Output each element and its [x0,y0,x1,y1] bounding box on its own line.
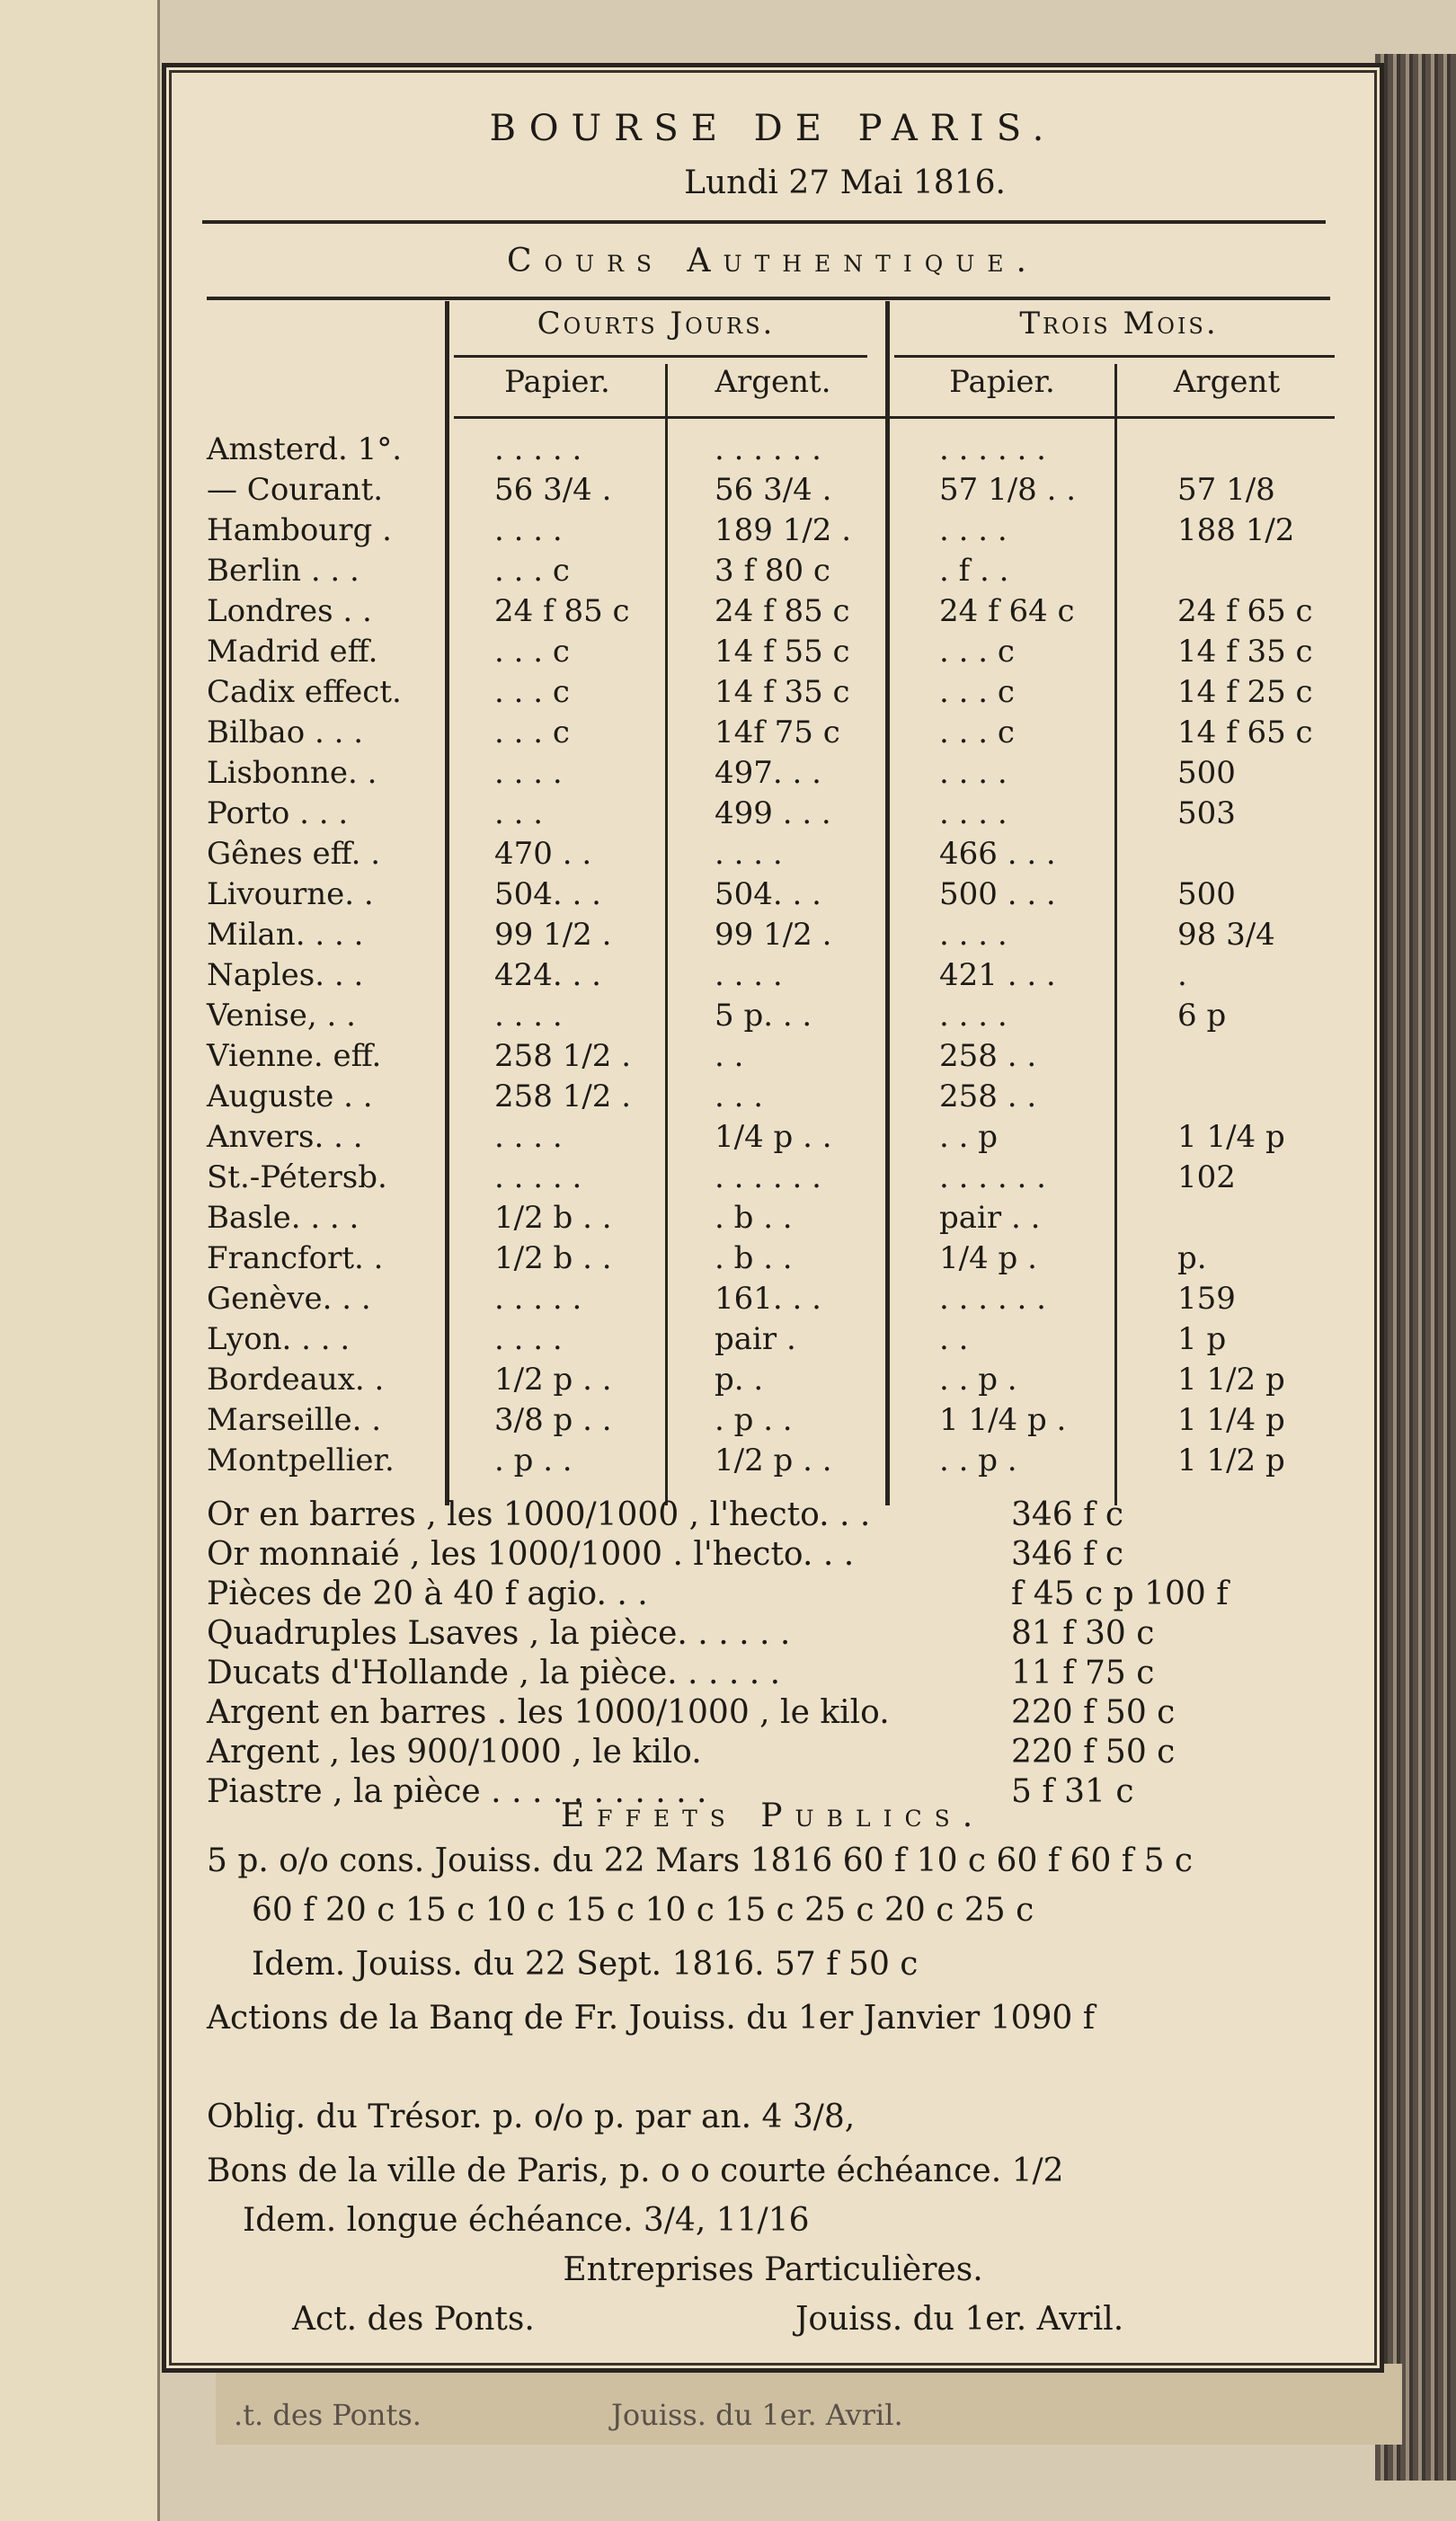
cell-papier-courts: 99 1/2 . [494,917,612,953]
cell-papier-courts: 24 f 85 c [494,593,630,629]
cell-argent-courts: . . . . . . [715,1159,821,1195]
cell-papier-courts: . . . . . [494,1159,582,1195]
group-trois-mois: Trois Mois. [1019,306,1219,342]
table-row [207,876,1375,917]
strip-left-text: .t. des Ponts. [234,2398,422,2432]
metal-label: Quadruples Lsaves , la pièce. . . . . . [207,1615,791,1652]
cell-papier-trois: 24 f 64 c [939,593,1075,629]
rule-group2 [894,355,1335,358]
cell-argent-trois: 159 [1177,1281,1236,1317]
table-row [207,836,1375,876]
table-row [207,431,1375,472]
row-name: Lyon. . . . [207,1321,351,1357]
newspaper-clipping [162,63,1384,2373]
group-courts-jours: Courts Jours. [537,306,776,342]
cell-papier-trois: . . . c [939,674,1015,710]
tresor-line-2: Bons de la ville de Paris, p. o o courte échéance. 1/2 [207,2153,1064,2189]
col-papier-1: Papier. [504,364,610,400]
cell-papier-trois: . . . . . . [939,1281,1046,1317]
table-row [207,795,1375,836]
metal-value: f 45 c p 100 f [1011,1576,1229,1612]
cell-argent-courts: . p . . [715,1402,793,1438]
cell-papier-courts: . . . c [494,634,570,670]
cell-papier-courts: 1/2 b . . [494,1200,612,1236]
cell-papier-trois: 466 . . . [939,836,1056,872]
cell-papier-trois: . . p . [939,1362,1017,1398]
col-argent-2: Argent [1173,364,1281,400]
table-row [207,1240,1375,1281]
cell-papier-trois: pair . . [939,1200,1041,1236]
rule-under-cours [207,297,1330,300]
cell-papier-courts: 258 1/2 . [494,1038,632,1074]
metal-value: 11 f 75 c [1011,1655,1155,1691]
entreprises-right: Jouiss. du 1er. Avril. [795,2301,1124,2338]
cell-argent-courts: 161. . . [715,1281,821,1317]
cell-papier-courts: . . . [494,795,544,831]
table-row [207,1119,1375,1159]
cell-papier-trois: 1/4 p . [939,1240,1037,1276]
cell-argent-trois: 98 3/4 [1177,917,1275,953]
metal-label: Pièces de 20 à 40 f agio. . . [207,1576,648,1612]
cell-argent-courts: . . [715,1038,744,1074]
cell-argent-trois: 57 1/8 [1177,472,1275,508]
rule-group1 [454,355,867,358]
cell-papier-courts: 504. . . [494,876,601,912]
cell-argent-courts: 14 f 55 c [715,634,850,670]
cell-argent-courts: pair . [715,1321,796,1357]
table-row [207,1402,1375,1442]
cell-papier-courts: . . . . [494,1119,563,1155]
table-row [207,553,1375,593]
table-row [207,957,1375,998]
row-name: Naples. . . [207,957,364,993]
cell-argent-courts: 3 f 80 c [715,553,830,589]
table-row [207,634,1375,674]
table-row [207,472,1375,512]
cell-argent-courts: . . . . [715,836,783,872]
table-row [207,1321,1375,1362]
col-papier-2: Papier. [949,364,1055,400]
cell-papier-trois: . . . . [939,512,1008,548]
section-cours: Cours Authentique. [507,243,1039,280]
row-name: Milan. . . . [207,917,364,953]
cell-argent-trois: 503 [1177,795,1236,831]
row-name: Genève. . . [207,1281,371,1317]
row-name: Anvers. . . [207,1119,363,1155]
row-name: Gênes eff. . [207,836,381,872]
row-name: Hambourg . [207,512,392,548]
cell-papier-courts: 424. . . [494,957,601,993]
entreprises-left: Act. des Ponts. [292,2301,535,2338]
cell-papier-trois: . f . . [939,553,1009,589]
row-name: Amsterd. 1°. [207,431,403,467]
left-page [0,0,160,2521]
metal-label: Piastre , la pièce . . . . . . . . . . . [207,1773,707,1810]
row-name: Lisbonne. . [207,755,377,791]
cell-argent-trois: 1 p [1177,1321,1227,1357]
cell-papier-courts: . . . . . [494,431,582,467]
cell-argent-courts: 14f 75 c [715,715,840,750]
metal-value: 81 f 30 c [1011,1615,1155,1652]
cell-papier-courts: 1/2 p . . [494,1362,612,1398]
metal-label: Or monnaié , les 1000/1000 . l'hecto. . . [207,1536,855,1573]
section-effets: Effets Publics. [560,1798,986,1834]
row-name: Berlin . . . [207,553,360,589]
cell-papier-trois: 421 . . . [939,957,1056,993]
cell-papier-trois: . . . . [939,998,1008,1034]
table-row [207,1442,1375,1483]
row-name: — Courant. [207,472,384,508]
cell-argent-trois: 1 1/2 p [1177,1362,1285,1398]
row-name: Porto . . . [207,795,349,831]
row-name: Vienne. eff. [207,1038,382,1074]
cell-argent-trois: 14 f 65 c [1177,715,1313,750]
cell-papier-trois: 500 . . . [939,876,1056,912]
table-row [207,998,1375,1038]
metal-label: Ducats d'Hollande , la pièce. . . . . . [207,1655,781,1691]
row-name: Londres . . [207,593,372,629]
effets-line-2: 60 f 20 c 15 c 10 c 15 c 10 c 15 c 25 c 20 c 25 c [252,1892,1034,1929]
cell-argent-courts: 1/4 p . . [715,1119,832,1155]
tresor-line-1: Oblig. du Trésor. p. o/o p. par an. 4 3/8, [207,2099,856,2135]
cell-papier-courts: . . . . . [494,1281,582,1317]
cell-papier-courts: . p . . [494,1442,573,1478]
row-name: Madrid eff. [207,634,378,670]
metal-label: Argent , les 900/1000 , le kilo. [207,1734,702,1771]
cell-argent-trois: 14 f 25 c [1177,674,1313,710]
cell-argent-trois: 1 1/2 p [1177,1442,1285,1478]
cell-papier-trois: . . . . [939,795,1008,831]
page-date: Lundi 27 Mai 1816. [684,164,1006,201]
underlying-strip [216,2364,1402,2445]
cell-papier-courts: 1/2 b . . [494,1240,612,1276]
table-row [207,715,1375,755]
cell-argent-courts: . b . . [715,1240,793,1276]
page-title: BOURSE DE PARIS. [489,108,1057,149]
cell-argent-courts: p. . [715,1362,764,1398]
cell-papier-trois: . . . . [939,755,1008,791]
cell-argent-courts: 24 f 85 c [715,593,850,629]
entreprises-title: Entreprises Particulières. [563,2251,983,2288]
cell-papier-trois: . . . . [939,917,1008,953]
cell-argent-trois: 14 f 35 c [1177,634,1313,670]
row-name: Marseille. . [207,1402,382,1438]
table-row [207,1200,1375,1240]
cell-papier-trois: 57 1/8 . . [939,472,1077,508]
cell-argent-trois: p. [1177,1240,1207,1276]
cell-argent-trois: 500 [1177,755,1236,791]
table-row [207,1362,1375,1402]
table-row [207,1281,1375,1321]
cell-papier-trois: . . . . . . [939,1159,1046,1195]
cell-papier-trois: 258 . . [939,1079,1037,1114]
cell-argent-courts: 499 . . . [715,795,831,831]
page-edges [1375,54,1456,2481]
cell-papier-courts: 470 . . [494,836,592,872]
cell-argent-courts: . . . . [715,957,783,993]
cell-argent-courts: 1/2 p . . [715,1442,832,1478]
row-name: Livourne. . [207,876,374,912]
cell-papier-trois: . . [939,1321,969,1357]
cell-argent-trois: 1 1/4 p [1177,1402,1285,1438]
cell-papier-courts: 258 1/2 . [494,1079,632,1114]
metal-label: Argent en barres . les 1000/1000 , le kilo. [207,1694,890,1731]
row-name: Basle. . . . [207,1200,360,1236]
cell-argent-trois: 188 1/2 [1177,512,1295,548]
effets-line-1: 5 p. o/o cons. Jouiss. du 22 Mars 1816 60 f 10 c 60 f 60 f 5 c [207,1842,1194,1879]
table-row [207,1079,1375,1119]
cell-argent-trois: 6 p [1177,998,1227,1034]
metal-value: 5 f 31 c [1011,1773,1134,1810]
row-name: Venise, . . [207,998,356,1034]
cell-argent-trois: 102 [1177,1159,1236,1195]
cell-argent-trois: 500 [1177,876,1236,912]
cell-argent-courts: 189 1/2 . [715,512,852,548]
cell-argent-courts: 504. . . [715,876,821,912]
metal-value: 220 f 50 c [1011,1734,1176,1771]
cell-papier-trois: . . p [939,1119,998,1155]
cell-argent-courts: 56 3/4 . [715,472,832,508]
table-row [207,1159,1375,1200]
rule-top [202,220,1326,224]
effets-line-4: Actions de la Banq de Fr. Jouiss. du 1er Janvier 1090 f [207,2000,1096,2037]
row-name: Bilbao . . . [207,715,364,750]
metal-label: Or en barres , les 1000/1000 , l'hecto. . . [207,1496,871,1533]
cell-papier-courts: . . . . [494,1321,563,1357]
rule-under-headers [454,416,1335,419]
tresor-line-3: Idem. longue échéance. 3/4, 11/16 [243,2202,810,2239]
table-row [207,917,1375,957]
cell-argent-trois: 1 1/4 p [1177,1119,1285,1155]
cell-papier-courts: . . . . [494,998,563,1034]
metal-value: 346 f c [1011,1496,1124,1533]
cell-argent-trois: . [1177,957,1187,993]
cell-argent-courts: . . . [715,1079,764,1114]
cell-papier-trois: 1 1/4 p . [939,1402,1067,1438]
cell-papier-trois: . . . c [939,634,1015,670]
cell-papier-courts: . . . . [494,512,563,548]
cell-papier-courts: . . . c [494,553,570,589]
cell-argent-courts: 14 f 35 c [715,674,850,710]
table-row [207,755,1375,795]
cell-papier-courts: 3/8 p . . [494,1402,612,1438]
cell-argent-courts: . b . . [715,1200,793,1236]
table-row [207,674,1375,715]
cell-argent-courts: . . . . . . [715,431,821,467]
table-row [207,512,1375,553]
cell-papier-trois: . . p . [939,1442,1017,1478]
cell-papier-trois: . . . c [939,715,1015,750]
cell-argent-courts: 99 1/2 . [715,917,832,953]
strip-right-text: Jouiss. du 1er. Avril. [611,2398,903,2432]
metal-value: 220 f 50 c [1011,1694,1176,1731]
cell-papier-courts: . . . . [494,755,563,791]
cell-papier-trois: 258 . . [939,1038,1037,1074]
cell-argent-courts: 497. . . [715,755,821,791]
cell-papier-courts: 56 3/4 . [494,472,612,508]
cell-argent-courts: 5 p. . . [715,998,812,1034]
row-name: Cadix effect. [207,674,402,710]
cell-papier-courts: . . . c [494,715,570,750]
cell-argent-trois: 24 f 65 c [1177,593,1313,629]
row-name: St.-Pétersb. [207,1159,387,1195]
cell-papier-courts: . . . c [494,674,570,710]
table-row [207,593,1375,634]
table-row [207,1038,1375,1079]
row-name: Montpellier. [207,1442,395,1478]
row-name: Auguste . . [207,1079,373,1114]
effets-line-3: Idem. Jouiss. du 22 Sept. 1816. 57 f 50 c [252,1946,919,1983]
row-name: Bordeaux. . [207,1362,385,1398]
col-argent-1: Argent. [715,364,831,400]
metal-value: 346 f c [1011,1536,1124,1573]
cell-papier-trois: . . . . . . [939,431,1046,467]
row-name: Francfort. . [207,1240,384,1276]
